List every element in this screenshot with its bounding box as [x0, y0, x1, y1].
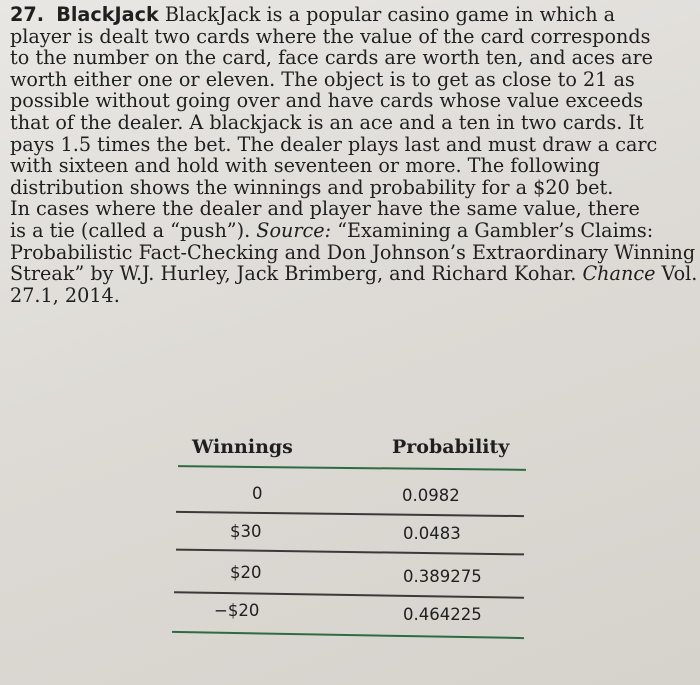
problem-text	[10, 4, 700, 306]
table-row-4-probability: 0.464225	[403, 605, 482, 624]
row-rule-1	[176, 511, 524, 517]
problem-number: 27.	[10, 3, 44, 26]
source-title-start: “Examining a Gambler’s Claims:	[331, 218, 654, 242]
row-rule-3	[174, 591, 524, 598]
table-row-1-winnings: 0	[252, 484, 263, 503]
problem-line-5: possible without going over and have cards whose value exceeds	[10, 89, 644, 113]
problem-line-7: pays 1.5 times the bet. The dealer plays last and must draw a carc	[10, 132, 658, 156]
problem-line-14: 27.1, 2014.	[10, 283, 120, 307]
problem-line-13	[10, 263, 700, 285]
journal-name: Chance	[582, 262, 656, 286]
header-probability: Probability	[392, 436, 510, 458]
problem-line-text: is a tie (called a “push”).	[10, 218, 257, 242]
problem-line-9: distribution shows the winnings and probability for a $20 bet.	[10, 175, 614, 199]
problem-line-6: that of the dealer. A blackjack is an ace and a ten in two cards. It	[10, 110, 644, 134]
journal-volume: Vol.	[655, 262, 698, 286]
problem-line-text: Streak” by W.J. Hurley, Jack Brimberg, and Richard Kohar.	[10, 262, 583, 286]
problem-line-12: Probabilistic Fact-Checking and Don Johnson’s Extraordinary Winning	[10, 240, 696, 264]
problem-line-11	[10, 220, 700, 242]
header-rule	[178, 465, 526, 471]
problem-line-4: worth either one or eleven. The object is to get as close to 21 as	[10, 67, 635, 91]
table-row-2-probability: 0.0483	[403, 524, 461, 543]
problem-line-2: player is dealt two cards where the value of the card corresponds	[10, 24, 651, 48]
header-winnings: Winnings	[192, 436, 293, 458]
table-row-3-probability: 0.389275	[403, 567, 482, 586]
table-bottom-rule	[172, 631, 524, 639]
problem-line-text: BlackJack is a popular casino game in which a	[164, 3, 616, 26]
row-rule-2	[176, 549, 524, 555]
problem-line-10: In cases where the dealer and player have the same value, there	[10, 197, 640, 221]
problem-line-8: with sixteen and hold with seventeen or more. The following	[10, 154, 600, 178]
problem-line-1	[10, 4, 700, 26]
problem-line-3: to the number on the card, face cards are worth ten, and aces are	[10, 46, 654, 70]
table-row-3-winnings: $20	[230, 563, 262, 582]
problem-title: BlackJack	[56, 3, 159, 26]
table-row-1-probability: 0.0982	[402, 486, 460, 505]
table-row-2-winnings: $30	[230, 522, 262, 541]
source-label: Source:	[256, 218, 332, 242]
table-row-4-winnings: −$20	[214, 601, 260, 620]
